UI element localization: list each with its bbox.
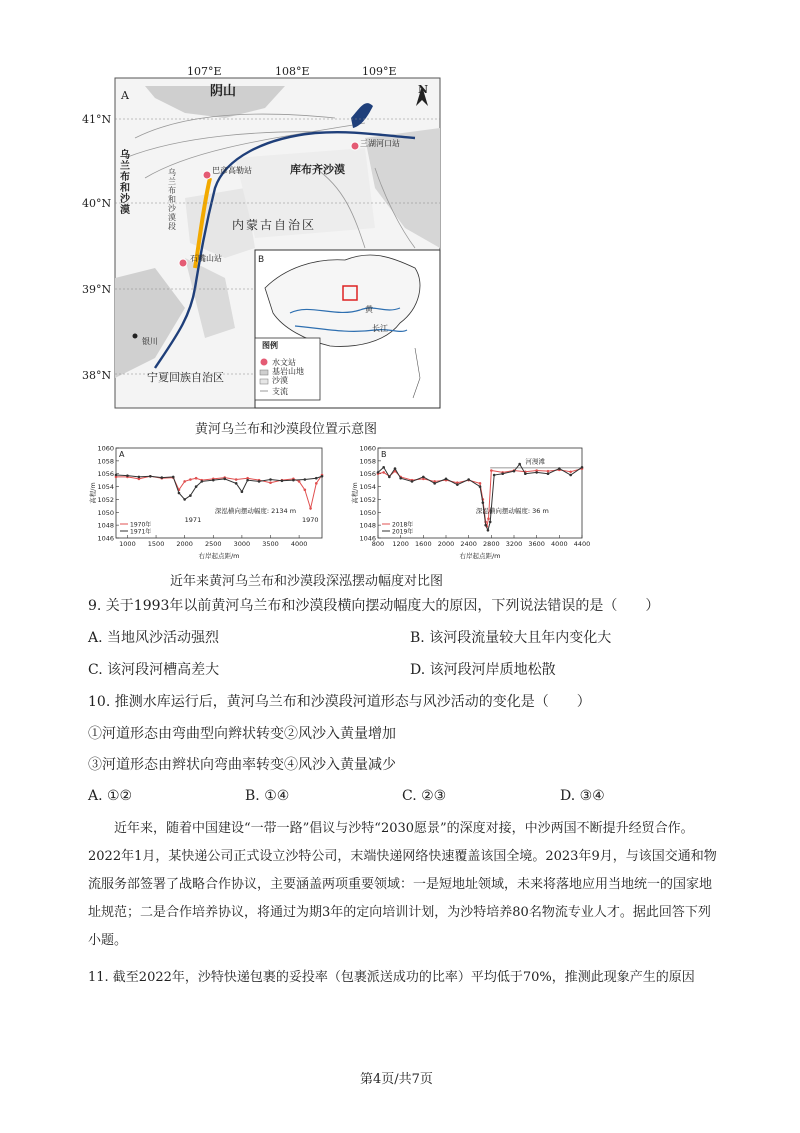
legend-item-mountain: 基岩山地	[272, 367, 304, 376]
legend-item-station: 水文站	[272, 358, 296, 367]
y-tick-label: 1046	[97, 534, 114, 543]
lon-108: 108°E	[275, 65, 310, 78]
series-point-0	[309, 507, 312, 510]
y-tick-label: 1050	[97, 508, 114, 517]
y-tick-label: 1046	[359, 534, 376, 543]
label-sanhuhekou: 三湖河口站	[360, 139, 400, 148]
x-tick-label: 2400	[460, 540, 477, 548]
q9-stem: 9. 关于1993年以前黄河乌兰布和沙漠段横向摆动幅度大的原因，下列说法错误的是（ ）	[88, 598, 660, 614]
series-point-1	[433, 482, 436, 485]
series-point-0	[189, 478, 192, 481]
series-point-0	[269, 481, 272, 484]
y-axis-label: 高程/m	[351, 482, 359, 504]
legend-item-desert: 沙漠	[272, 376, 288, 385]
x-tick-label: 1500	[147, 540, 165, 548]
series-point-1	[292, 479, 295, 482]
series-point-1	[241, 490, 244, 493]
series-point-1	[189, 494, 192, 497]
label-inner-mongolia: 内蒙古自治区	[232, 218, 317, 232]
series-point-1	[501, 472, 504, 475]
series-point-0	[304, 488, 307, 491]
chart-b	[350, 442, 591, 560]
series-point-1	[493, 474, 496, 477]
x-tick-label: 3500	[262, 540, 279, 548]
series-point-0	[382, 471, 385, 474]
y-tick-label: 1056	[359, 470, 376, 479]
series-point-1	[160, 476, 163, 479]
x-tick-label: 1600	[415, 540, 432, 548]
y-tick-label: 1048	[97, 521, 114, 530]
series-point-0	[183, 480, 186, 483]
series-point-1	[115, 474, 118, 477]
q11-stem: 11. 截至2022年，沙特快递包裹的妥投率（包裹派送成功的比率）平均低于70%，推测此现象产生的原因	[88, 970, 695, 985]
series-point-1	[258, 480, 261, 483]
series-point-1	[223, 478, 226, 481]
series-point-1	[547, 472, 550, 475]
label-yinchuan: 银川	[142, 337, 158, 346]
label-bayangaole: 巴彦高勒站	[212, 166, 252, 175]
series-point-1	[487, 529, 490, 532]
map-caption: 黄河乌兰布和沙漠段位置示意图	[195, 422, 378, 437]
series-point-1	[467, 478, 470, 481]
label-segment: 乌兰布和沙漠段	[168, 168, 176, 231]
series-point-0	[235, 478, 238, 481]
x-tick-label: 2000	[437, 540, 455, 548]
y-tick-label: 1058	[359, 457, 376, 466]
series-point-0	[195, 477, 198, 480]
series-point-0	[479, 482, 482, 485]
chart-a	[88, 442, 328, 560]
x-axis-label: 右岸起点距/m	[198, 552, 240, 560]
x-tick-label: 4000	[290, 540, 308, 548]
label-ningxia: 宁夏回族自治区	[147, 371, 224, 384]
y-tick-label: 1058	[97, 457, 114, 466]
series-point-1	[399, 477, 402, 480]
series-point-1	[569, 474, 572, 477]
lat-41: 41°N	[82, 113, 112, 126]
chart-annotation: 深泓横向摆动幅度: 36 m	[475, 506, 549, 515]
series-point-1	[479, 485, 482, 488]
series-point-1	[456, 483, 459, 486]
x-tick-label: 800	[371, 540, 385, 548]
legend-label-1: 1971年	[130, 528, 152, 536]
q10-option-d: D. ③④	[560, 788, 605, 804]
series-point-1	[382, 466, 385, 469]
lon-107: 107°E	[187, 65, 222, 78]
series-point-1	[411, 480, 414, 483]
y-tick-label: 1054	[97, 483, 114, 492]
series-point-1	[178, 492, 181, 495]
label-shizuishan: 石嘴山站	[190, 254, 222, 263]
legend-item-tributary: 支流	[272, 387, 288, 396]
q10-option-b: B. ①④	[245, 788, 290, 804]
q10-option-c: C. ②③	[402, 788, 447, 804]
series-point-0	[315, 482, 318, 485]
legend-label-0: 2018年	[392, 521, 414, 529]
legend-title: 图例	[262, 341, 278, 350]
floodplain-label: 河漫滩	[525, 457, 545, 466]
series-point-1	[484, 524, 487, 527]
series-point-1	[195, 485, 198, 488]
q10-line2: ③河道形态由辫状向弯曲率转变④风沙入黄量减少	[88, 757, 396, 773]
charts-caption: 近年来黄河乌兰布和沙漠段深泓摆动幅度对比图	[170, 574, 444, 589]
q9-option-c: C. 该河段河槽高差大	[88, 662, 220, 678]
label-kubuqi: 库布齐沙漠	[290, 163, 345, 176]
series-point-1	[489, 521, 492, 524]
series-point-1	[269, 478, 272, 481]
passage: 近年来，随着中国建设“一带一路”倡议与沙特“2030愿景”的深度对接，中沙两国不断提升经贸合作。2022年1月，某快递公司正式设立沙特公司，末端快递网络快速覆盖该国全境。2023年9月，与该国交通和物流服务部签署了战略合作协议，主要涵盖两项重要领域：一是短地址领域，未来将落地应用当地统一的国家地址规范；二是合作培养协议，将通过为期3年的定向培训计划，为沙特培养80名物流专业人才。据此回答下列小题。	[88, 821, 717, 948]
series-point-1	[422, 476, 425, 479]
x-tick-label: 1000	[119, 540, 136, 548]
q9-option-b: B. 该河段流量较大且年内变化大	[410, 630, 612, 646]
y-axis-label: 高程/m	[89, 482, 97, 504]
y-tick-label: 1052	[359, 495, 376, 504]
y-tick-label: 1048	[359, 521, 376, 530]
series-point-1	[304, 478, 307, 481]
x-tick-label: 1200	[392, 540, 409, 548]
series-point-1	[394, 467, 397, 470]
series-point-1	[172, 476, 175, 479]
x-axis-label: 右岸起点距/m	[459, 552, 501, 560]
series-point-0	[569, 470, 572, 473]
north-label: N	[418, 83, 429, 96]
series-point-1	[445, 478, 448, 481]
series-point-0	[298, 480, 301, 483]
panel-letter: B	[381, 450, 387, 459]
inset-panel-b: B	[258, 255, 265, 265]
x-tick-label: 2000	[176, 540, 193, 548]
y-tick-label: 1060	[97, 444, 114, 453]
y-tick-label: 1052	[97, 495, 114, 504]
page-footer: 第4页/共7页	[360, 1072, 433, 1087]
series-point-1	[212, 479, 215, 482]
lat-38: 38°N	[82, 369, 112, 382]
y-tick-label: 1050	[359, 508, 376, 517]
legend-label-1: 2019年	[392, 528, 414, 536]
series-point-0	[547, 470, 550, 473]
series-point-1	[377, 471, 380, 474]
y-tick-label: 1056	[97, 470, 114, 479]
lat-39: 39°N	[82, 283, 112, 296]
series-point-1	[246, 479, 249, 482]
year-label-1970: 1970	[301, 515, 319, 524]
map-panel-a: A	[121, 89, 129, 102]
chart-annotation: 深泓横向摆动幅度: 2134 m	[214, 506, 297, 515]
lat-40: 40°N	[82, 197, 112, 210]
series-point-1	[535, 471, 538, 474]
panel-letter: A	[119, 450, 125, 459]
x-tick-label: 3000	[233, 540, 251, 548]
series-point-1	[482, 501, 485, 504]
label-yangtze: 长江	[372, 324, 388, 333]
series-point-1	[581, 466, 584, 469]
series-point-1	[149, 475, 152, 478]
q9-option-a: A. 当地风沙活动强烈	[88, 630, 220, 646]
series-point-1	[315, 477, 318, 480]
label-yellow: 黄	[365, 305, 373, 314]
year-label-1971: 1971	[184, 515, 202, 524]
q10-stem: 10. 推测水库运行后，黄河乌兰布和沙漠段河道形态与风沙活动的变化是（ ）	[88, 694, 591, 710]
series-point-0	[490, 469, 493, 472]
y-tick-label: 1060	[359, 444, 376, 453]
series-point-1	[513, 470, 516, 473]
legend-label-0: 1970年	[130, 521, 152, 529]
series-point-1	[126, 474, 129, 477]
lon-109: 109°E	[362, 65, 397, 78]
series-point-1	[558, 467, 561, 470]
q10-option-a: A. ①②	[88, 788, 133, 804]
series-point-1	[201, 480, 204, 483]
x-tick-label: 4000	[551, 540, 568, 548]
q10-line1: ①河道形态由弯曲型向辫状转变②风沙入黄量增加	[88, 726, 396, 742]
series-point-1	[524, 472, 527, 475]
series-point-1	[138, 476, 141, 479]
label-yinshan: 阴山	[210, 84, 237, 99]
series-point-1	[281, 479, 284, 482]
series-point-1	[518, 463, 521, 466]
series-point-0	[487, 517, 490, 520]
series-point-1	[388, 476, 391, 479]
y-tick-label: 1054	[359, 483, 376, 492]
q9-option-d: D. 该河段河岸质地松散	[410, 662, 556, 678]
x-tick-label: 3600	[528, 540, 545, 548]
x-tick-label: 2500	[205, 540, 222, 548]
series-point-1	[183, 498, 186, 501]
x-tick-label: 4400	[573, 540, 591, 548]
x-tick-label: 2800	[483, 540, 500, 548]
label-ulan-buh: 乌兰布和沙漠	[120, 150, 130, 216]
x-tick-label: 3200	[505, 540, 523, 548]
series-point-1	[235, 482, 238, 485]
series-point-1	[321, 475, 324, 478]
